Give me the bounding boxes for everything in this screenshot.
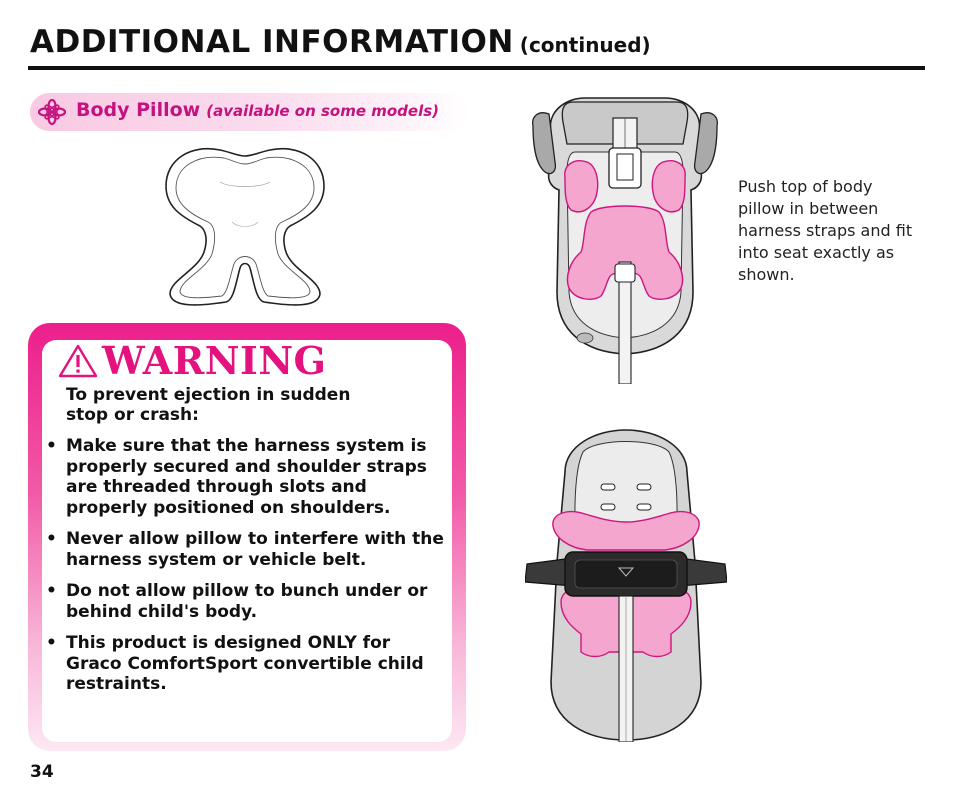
flower-icon — [38, 99, 66, 125]
warning-item — [46, 436, 446, 518]
bullet: • — [46, 529, 57, 549]
car-seat-pillow-illustration — [525, 92, 725, 384]
warning-intro: To prevent ejection in sudden stop or crash: — [66, 385, 351, 425]
warning-item-text: Make sure that the harness system is properly secured and shoulder straps are threaded through slots and properly positioned on shoulders. — [66, 436, 427, 518]
warning-item-text: Do not allow pillow to bunch under or behind child's body. — [66, 581, 428, 622]
warning-item — [46, 529, 446, 570]
section-subtitle: (available on some models) — [206, 102, 440, 120]
warning-item-text: Never allow pillow to interfere with the harness system or vehicle belt. — [66, 529, 444, 570]
page-title — [30, 24, 651, 60]
warning-item — [46, 581, 446, 622]
section-title — [76, 99, 439, 121]
body-pillow-illustration — [160, 142, 330, 310]
bullet: • — [46, 581, 57, 601]
warning-list — [46, 436, 446, 706]
page-title-continued: (continued) — [519, 33, 651, 57]
title-rule — [28, 66, 925, 70]
bullet: • — [46, 436, 57, 456]
warning-heading-text: WARNING — [102, 338, 327, 383]
car-seat-shield-illustration — [525, 422, 727, 742]
section-header — [30, 93, 470, 131]
page-title-main: ADDITIONAL INFORMATION — [30, 24, 514, 60]
warning-triangle-icon — [58, 344, 98, 378]
warning-item-text: This product is designed ONLY for Graco ComfortSport convertible child restraints. — [66, 633, 424, 694]
page-number: 34 — [30, 762, 54, 782]
bullet: • — [46, 633, 57, 653]
warning-item — [46, 633, 446, 695]
section-title-text: Body Pillow — [76, 99, 201, 121]
pillow-instruction-caption: Push top of body pillow in between harness straps and fit into seat exactly as shown. — [738, 177, 913, 284]
